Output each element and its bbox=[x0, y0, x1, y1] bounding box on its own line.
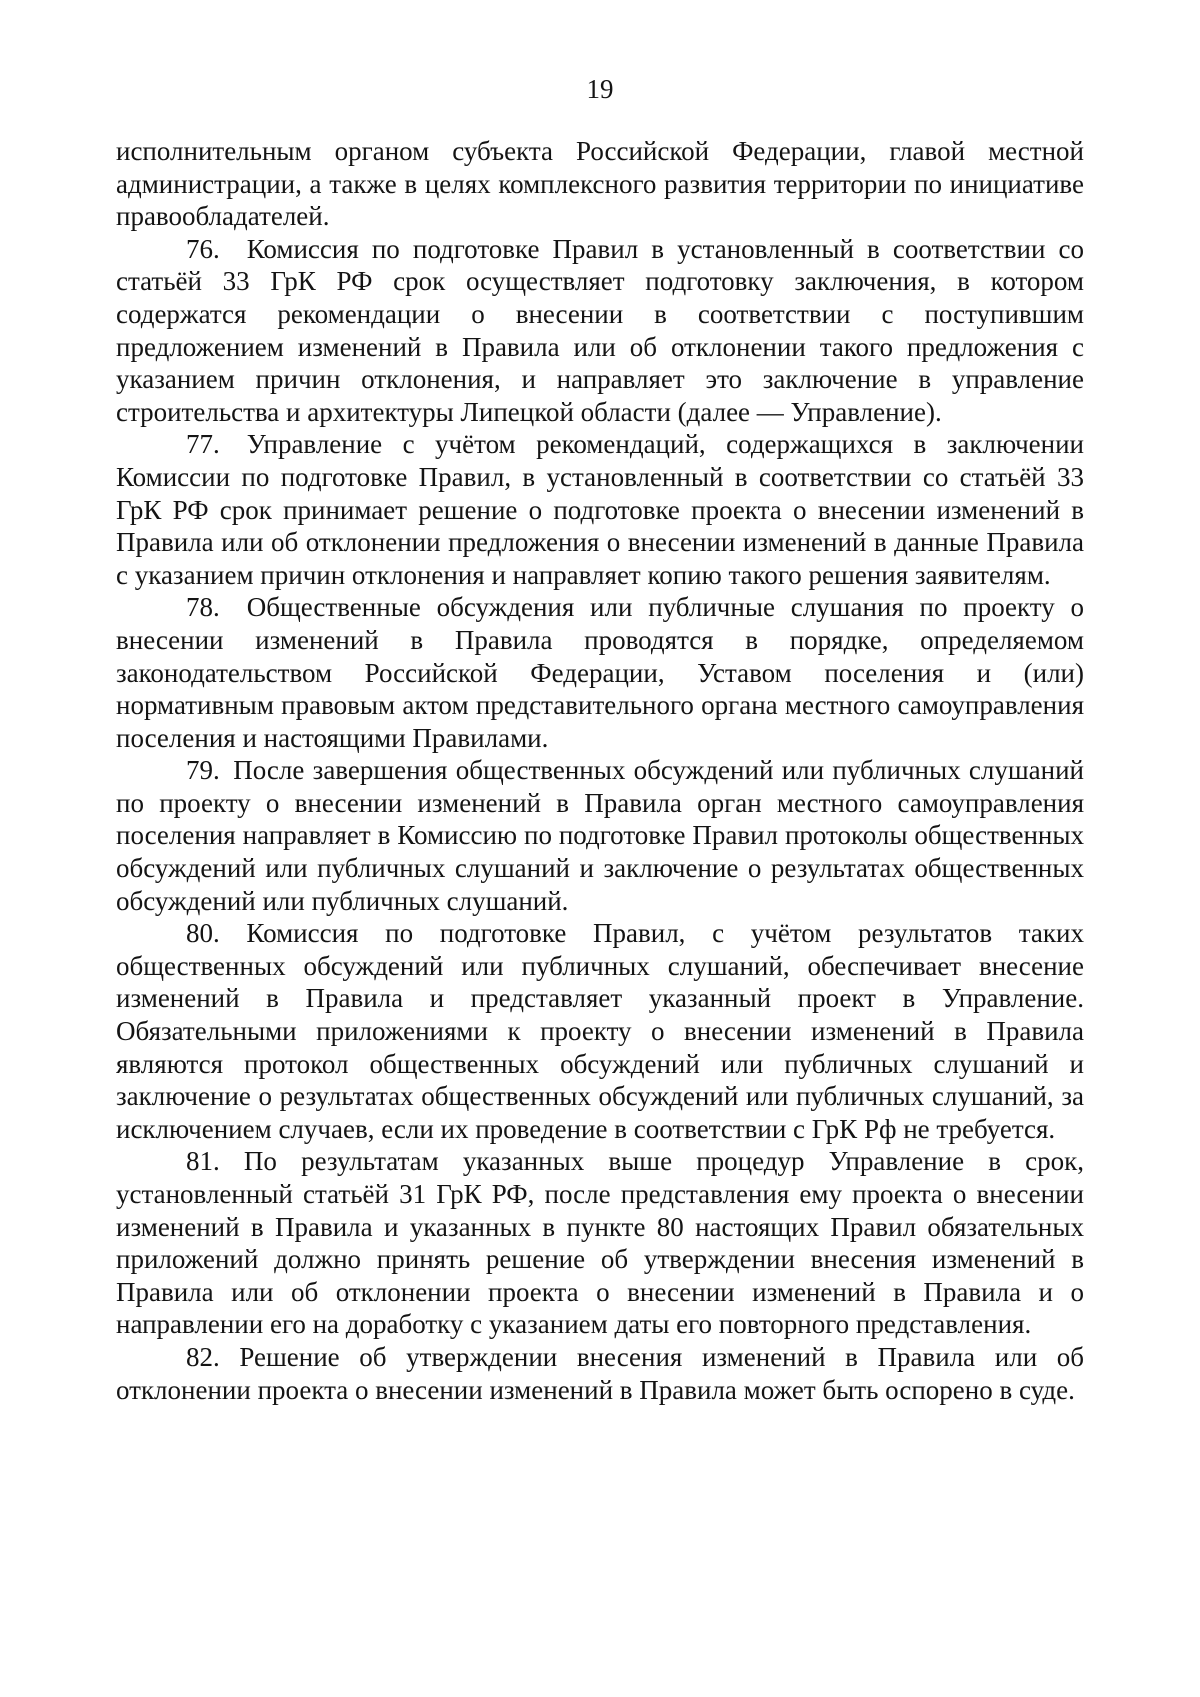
paragraph-79: 79. После завершения общественных обсуждений или публичных слушаний по проекту о внесении изменений в Правила орган местного самоуправления поселения направляет в Комиссию по подготовке Правил протоколы общественных обсуждений или публичных слушаний и заключение о результатах общественных обсуждений или публичных слушаний. bbox=[116, 755, 1084, 916]
paragraph-82: 82. Решение об утверждении внесения изменений в Правила или об отклонении проекта о внесении изменений в Правила может быть оспорено в суде. bbox=[116, 1341, 1084, 1405]
document-body bbox=[116, 135, 1084, 1406]
paragraph-81: 81. По результатам указанных выше процедур Управление в срок, установленный статьёй 31 ГрК РФ, после представления ему проекта о внесении изменений в Правила и указанных в пункте 80 настоящих Правил обязательных приложений должно принять решение об утверждении внесения изменений в Правила или об отклонении проекта о внесении изменений в Правила и о направлении его на доработку с указанием даты его повторного представления. bbox=[116, 1146, 1084, 1340]
page-number: 19 bbox=[586, 74, 614, 104]
paragraph-76: 76. Комиссия по подготовке Правил в установленный в соответствии со статьёй 33 ГрК РФ срок осуществляет подготовку заключения, в котором содержатся рекомендации о внесении в соответствии с поступившим предложением изменений в Правила или об отклонении такого предложения с указанием причин отклонения, и направляет это заключение в управление строительства и архитектуры Липецкой области (далее — Управление). bbox=[116, 233, 1084, 427]
paragraph-77: 77. Управление с учётом рекомендаций, содержащихся в заключении Комиссии по подготовке Правил, в установленный в соответствии со статьёй 33 ГрК РФ срок принимает решение о подготовке проекта о внесении изменений в Правила или об отклонении предложения о внесении изменений в данные Правила с указанием причин отклонения и направляет копию такого решения заявителям. bbox=[116, 429, 1084, 590]
paragraph-80: 80. Комиссия по подготовке Правил, с учётом результатов таких общественных обсуждений или публичных слушаний, обеспечивает внесение изменений в Правила и представляет указанный проект в Управление. Обязательными приложениями к проекту о внесении изменений в Правила являются протокол общественных обсуждений или публичных слушаний и заключение о результатах общественных обсуждений или публичных слушаний, за исключением случаев, если их проведение в соответствии с ГрК Рф не требуется. bbox=[116, 918, 1084, 1144]
paragraph-continuation: исполнительным органом субъекта Российской Федерации, главой местной администрации, а также в целях комплексного развития территории по инициативе правообладателей. bbox=[116, 136, 1084, 232]
paragraph-78: 78. Общественные обсуждения или публичные слушания по проекту о внесении изменений в Правила проводятся в порядке, определяемом законодательством Российской Федерации, Уставом поселения и (или) нормативным правовым актом представительного органа местного самоуправления поселения и настоящими Правилами. bbox=[116, 592, 1084, 753]
